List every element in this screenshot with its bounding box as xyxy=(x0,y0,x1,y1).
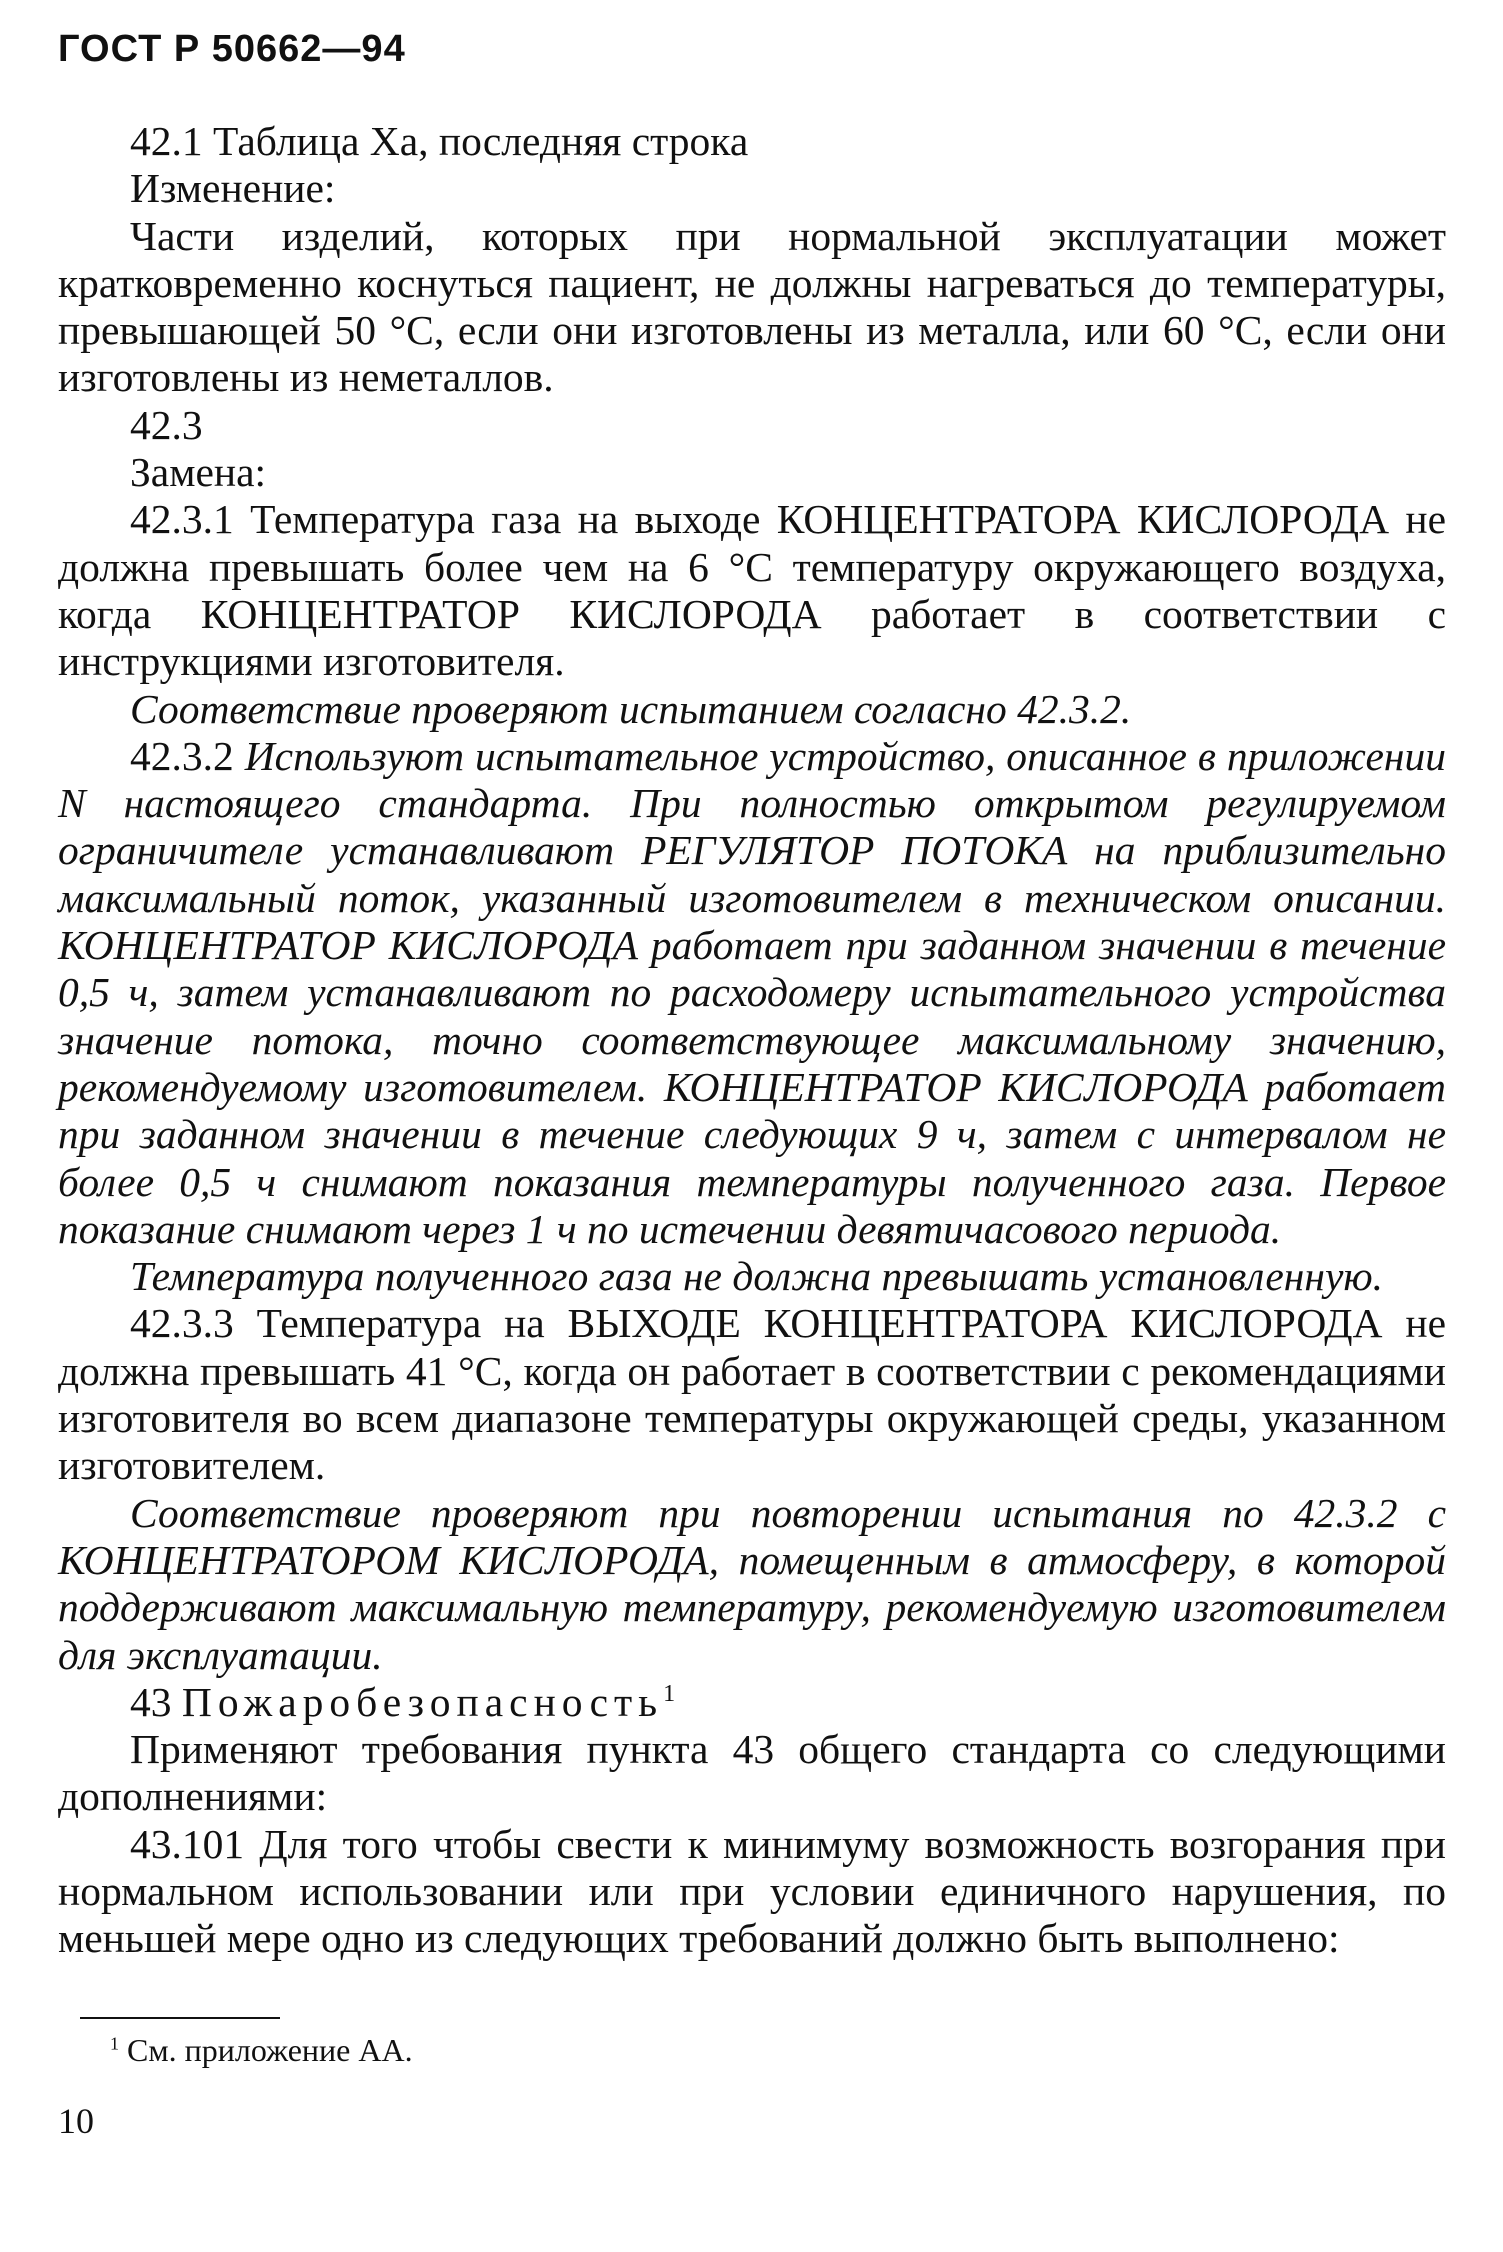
document-header: ГОСТ Р 50662—94 xyxy=(58,28,406,70)
paragraph-42-3-1: 42.3.1 Температура газа на выходе КОНЦЕНТРАТОРА КИСЛОРОДА не должна превышать более чем на 6 °С температуру окружающего воздуха, когда КОНЦЕНТРАТОР КИСЛОРОДА работает в соответствии с инструкциями изготовителя. xyxy=(58,496,1446,685)
paragraph-compliance-2: Соответствие проверяют при повторении испытания по 42.3.2 с КОНЦЕНТРАТОРОМ КИСЛОРОДА, помещенным в атмосферу, в которой поддерживают максимальную температуру, рекомендуемую изготовителем для эксплуатации. xyxy=(58,1489,1446,1678)
paragraph-43-intro: Применяют требования пункта 43 общего стандарта со следующими дополнениями: xyxy=(58,1726,1446,1820)
paragraph-43-101: 43.101 Для того чтобы свести к минимуму возможность возгорания при нормальном использовании или при условии единичного нарушения, по меньшей мере одно из следующих требований должно быть выполнено: xyxy=(58,1820,1446,1962)
paragraph-42-3-title: 42.3 xyxy=(130,401,203,448)
paragraph-change-label: Изменение: xyxy=(130,165,336,212)
paragraph-42-3-3: 42.3.3 Температура на ВЫХОДЕ КОНЦЕНТРАТОРА КИСЛОРОДА не должна превышать 41 °С, когда он работает в соответствии с рекомендациями изготовителя во всем диапазоне температуры окружающей среды, указанном изготовителем. xyxy=(58,1300,1446,1489)
paragraph-42-3-2 xyxy=(58,733,1446,1253)
footnote-reference: 1 xyxy=(663,1680,676,1707)
footnote-mark: 1 xyxy=(110,2033,119,2054)
paragraph-43-heading xyxy=(58,1679,1446,1726)
document-body xyxy=(58,118,1446,1963)
section-number-43: 43 xyxy=(130,1678,172,1725)
paragraph-42-1-title: 42.1 Таблица Ха, последняя строка xyxy=(130,118,749,164)
clause-text-42-3-2: Используют испытательное устройство, описанное в приложении N настоящего стандарта. При полностью открытом регулируемом ограничителе устанавливают РЕГУЛЯТОР ПОТОКА на приблизительно максимальный поток, указанный изготовителем в техническом описании. КОНЦЕНТРАТОР КИСЛОРОДА работает при заданном значении в течение 0,5 ч, затем устанавливают по расходомеру испытательного устройства значение потока, точно соответствующее максимальному значению, рекомендуемому изготовителем. КОНЦЕНТРАТОР КИСЛОРОДА работает при заданном значении в течение следующих 9 ч, затем с интервалом не более 0,5 ч снимают показания температуры полученного газа. Первое показание снимают через 1 ч по истечении девятичасового периода. xyxy=(58,732,1446,1252)
footnote-text: См. приложение АА. xyxy=(127,2032,413,2068)
paragraph-compliance-1: Соответствие проверяют испытанием согласно 42.3.2. xyxy=(130,685,1132,732)
section-title-43: Пожаробезопасность xyxy=(181,1678,664,1725)
clause-number-42-3-2: 42.3.2 xyxy=(130,732,234,779)
page-number: 10 xyxy=(58,2101,94,2141)
footnote xyxy=(110,2032,413,2068)
paragraph-change-text: Части изделий, которых при нормальной эксплуатации может кратковременно коснуться пациент, не должны нагреваться до температуры, превышающей 50 °С, если они изготовлены из металла, или 60 °С, если они изготовлены из неметаллов. xyxy=(58,212,1446,401)
footnote-divider xyxy=(80,2017,280,2019)
paragraph-replace-label: Замена: xyxy=(130,449,267,496)
paragraph-temperature-limit: Температура полученного газа не должна превышать установленную. xyxy=(130,1253,1384,1300)
